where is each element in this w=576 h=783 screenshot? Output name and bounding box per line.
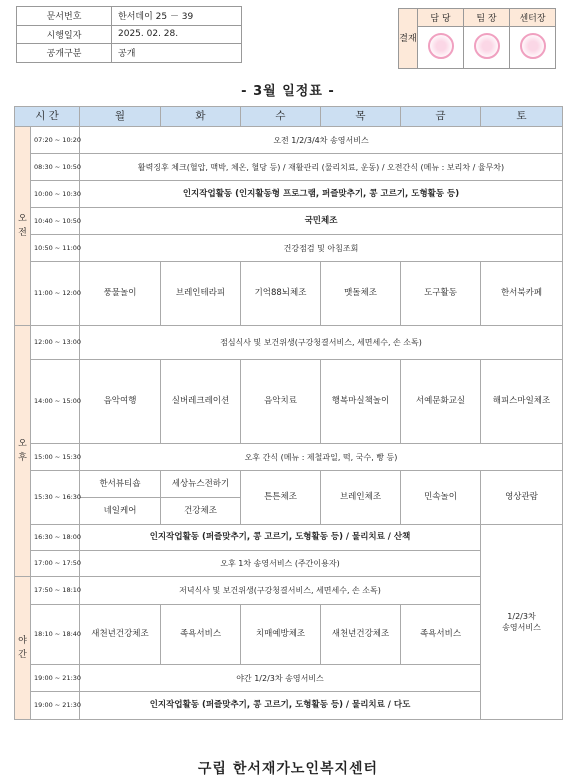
time-cell: 17:00 ~ 17:50 bbox=[31, 551, 80, 577]
public-label: 공개구분 bbox=[17, 44, 112, 63]
schedule-table bbox=[14, 106, 563, 720]
activity-mon: 음악여행 bbox=[80, 360, 161, 444]
activity-thu: 맷돌체조 bbox=[321, 262, 401, 326]
activity-thu: 브레인체조 bbox=[321, 471, 401, 525]
header-wed: 수 bbox=[241, 107, 321, 127]
time-cell: 07:20 ~ 10:20 bbox=[31, 127, 80, 154]
document-info-table bbox=[16, 6, 242, 63]
schedule-item: 인지작업활동 (인지활동형 프로그램, 퍼즐맞추기, 콩 고르기, 도형활동 등) bbox=[80, 181, 563, 208]
schedule-item: 인지작업활동 (퍼즐맞추기, 콩 고르기, 도형활동 등) / 물리치료 / 산책 bbox=[80, 525, 481, 551]
segment-night: 야 간 bbox=[15, 577, 31, 720]
schedule-item: 오후 1차 송영서비스 (주간이용자) bbox=[80, 551, 481, 577]
page-title: - 3월 일정표 - bbox=[241, 84, 335, 99]
approval-header-director: 센터장 bbox=[510, 9, 556, 27]
time-cell: 17:50 ~ 18:10 bbox=[31, 577, 80, 605]
doc-no-value: 한서데이 25 － 39 bbox=[112, 7, 242, 26]
time-cell: 15:30 ~ 16:30 bbox=[31, 471, 80, 525]
time-cell: 16:30 ~ 18:00 bbox=[31, 525, 80, 551]
time-cell: 18:10 ~ 18:40 bbox=[31, 605, 80, 665]
activity-tue: 브레인테라피 bbox=[161, 262, 241, 326]
schedule-item: 야간 1/2/3차 송영서비스 bbox=[80, 665, 481, 692]
doc-no-label: 문서번호 bbox=[17, 7, 112, 26]
activity-tue: 건강체조 bbox=[161, 498, 241, 525]
activity-tue: 족욕서비스 bbox=[161, 605, 241, 665]
schedule-item: 오후 간식 (메뉴 : 제철과일, 떡, 국수, 빵 등) bbox=[80, 444, 563, 471]
activity-sat: 한서북카페 bbox=[481, 262, 563, 326]
schedule-item: 오전 1/2/3/4차 송영서비스 bbox=[80, 127, 563, 154]
date-value: 2025. 02. 28. bbox=[112, 25, 242, 44]
activity-wed: 음악치료 bbox=[241, 360, 321, 444]
schedule-item: 활력징후 체크(혈압, 맥박, 체온, 혈당 등) / 재활관리 (물리치료, 운동) / 오전간식 (메뉴 : 보리차 / 율무차) bbox=[80, 154, 563, 181]
time-cell: 10:40 ~ 10:50 bbox=[31, 208, 80, 235]
activity-mon: 한서뷰티숍 bbox=[80, 471, 161, 498]
public-value: 공개 bbox=[112, 44, 242, 63]
time-cell: 19:00 ~ 21:30 bbox=[31, 692, 80, 720]
activity-wed: 치매예방체조 bbox=[241, 605, 321, 665]
schedule-item: 국민체조 bbox=[80, 208, 563, 235]
saturday-shuttle: 1/2/3차 송영서비스 bbox=[481, 525, 563, 720]
approval-header-staff: 담 당 bbox=[418, 9, 464, 27]
activity-mon: 네일케어 bbox=[80, 498, 161, 525]
activity-wed: 튼튼체조 bbox=[241, 471, 321, 525]
schedule-item: 인지작업활동 (퍼즐맞추기, 콩 고르기, 도형활동 등) / 물리치료 / 다도 bbox=[80, 692, 481, 720]
time-cell: 19:00 ~ 21:30 bbox=[31, 665, 80, 692]
stamp-icon bbox=[474, 33, 500, 59]
activity-sat: 영상관람 bbox=[481, 471, 563, 525]
time-cell: 11:00 ~ 12:00 bbox=[31, 262, 80, 326]
segment-pm: 오 후 bbox=[15, 326, 31, 577]
approval-sign-director bbox=[510, 27, 556, 69]
activity-tue: 실버레크레이션 bbox=[161, 360, 241, 444]
time-cell: 14:00 ~ 15:00 bbox=[31, 360, 80, 444]
date-label: 시행일자 bbox=[17, 25, 112, 44]
header-fri: 금 bbox=[401, 107, 481, 127]
header-tue: 화 bbox=[161, 107, 241, 127]
header-thu: 목 bbox=[321, 107, 401, 127]
approval-header-team-lead: 팀 장 bbox=[464, 9, 510, 27]
header-time: 시 간 bbox=[15, 107, 80, 127]
header-mon: 월 bbox=[80, 107, 161, 127]
activity-wed: 기억88뇌체조 bbox=[241, 262, 321, 326]
approval-sign-staff bbox=[418, 27, 464, 69]
schedule-item: 건강점검 및 아침조회 bbox=[80, 235, 563, 262]
approval-sign-team-lead bbox=[464, 27, 510, 69]
activity-sat: 해피스마일체조 bbox=[481, 360, 563, 444]
activity-fri: 도구활동 bbox=[401, 262, 481, 326]
schedule-item: 점심식사 및 보건위생(구강청결서비스, 세면세수, 손 소독) bbox=[80, 326, 563, 360]
time-cell: 08:30 ~ 10:50 bbox=[31, 154, 80, 181]
activity-tue: 세상뉴스전하기 bbox=[161, 471, 241, 498]
segment-am: 오 전 bbox=[15, 127, 31, 326]
schedule-item: 저녁식사 및 보건위생(구강청결서비스, 세면세수, 손 소독) bbox=[80, 577, 481, 605]
header-sat: 토 bbox=[481, 107, 563, 127]
activity-thu: 새천년건강체조 bbox=[321, 605, 401, 665]
time-cell: 12:00 ~ 13:00 bbox=[31, 326, 80, 360]
approval-side-label: 결재 bbox=[399, 9, 418, 69]
time-cell: 10:50 ~ 11:00 bbox=[31, 235, 80, 262]
activity-mon: 풍물놀이 bbox=[80, 262, 161, 326]
activity-mon: 새천년건강체조 bbox=[80, 605, 161, 665]
organization-name: 구립 한서재가노인복지센터 bbox=[197, 761, 379, 777]
stamp-icon bbox=[428, 33, 454, 59]
activity-fri: 족욕서비스 bbox=[401, 605, 481, 665]
activity-fri: 민속놀이 bbox=[401, 471, 481, 525]
time-cell: 15:00 ~ 15:30 bbox=[31, 444, 80, 471]
stamp-icon bbox=[520, 33, 546, 59]
approval-box bbox=[398, 8, 556, 69]
activity-thu: 행복마실책놀이 bbox=[321, 360, 401, 444]
activity-fri: 서예문화교실 bbox=[401, 360, 481, 444]
time-cell: 10:00 ~ 10:30 bbox=[31, 181, 80, 208]
